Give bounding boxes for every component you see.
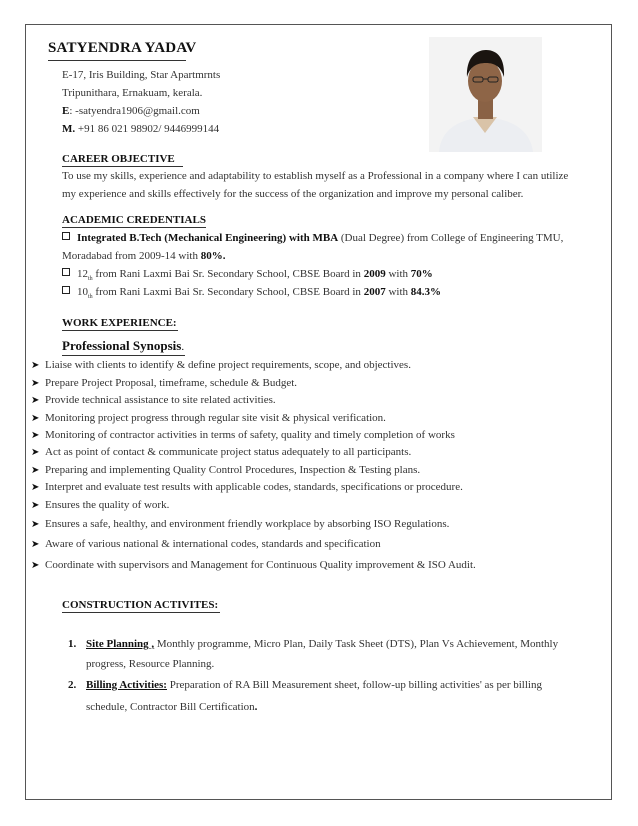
billing-line-2-end: . — [254, 701, 258, 713]
synopsis-bullet — [31, 499, 169, 511]
arrow-bullet-icon: ➤ — [31, 482, 40, 493]
10th-number: 10 — [77, 286, 88, 298]
synopsis-bullet-text: Preparing and implementing Quality Control Procedures, Inspection & Testing plans. — [45, 464, 421, 476]
professional-synopsis-title: Professional Synopsis — [62, 338, 182, 353]
email-value: : -satyendra1906@gmail.com — [69, 105, 200, 117]
10th-percentage: 84.3% — [410, 286, 441, 298]
12th-suffix: th — [88, 276, 93, 283]
email-label: E — [62, 105, 70, 117]
arrow-bullet-icon: ➤ — [31, 447, 40, 458]
synopsis-bullet — [31, 359, 411, 371]
billing-line-2-text: schedule, Contractor Bill Certification — [86, 701, 255, 713]
12th-year: 2009 — [363, 268, 386, 280]
site-planning-line-2: progress, Resource Planning. — [86, 658, 215, 670]
billing-line-2 — [86, 701, 257, 713]
12th-number: 12 — [77, 268, 88, 280]
synopsis-bullet-text: Ensures the quality of work. — [45, 499, 170, 511]
mobile-line — [62, 123, 219, 135]
12th-school: from Rani Laxmi Bai Sr. Secondary School, CBSE Board in — [92, 268, 364, 280]
arrow-bullet-icon: ➤ — [31, 413, 40, 424]
billing-number: 2. — [68, 679, 77, 691]
construction-item-billing — [68, 679, 542, 691]
construction-activities-heading: CONSTRUCTION ACTIVITES: — [62, 599, 219, 611]
site-planning-title: Site Planning , — [86, 638, 155, 650]
mobile-label: M. — [62, 123, 76, 135]
10th-school: from Rani Laxmi Bai Sr. Secondary School, CBSE Board in — [92, 286, 364, 298]
synopsis-bullet — [31, 377, 297, 389]
synopsis-bullet — [31, 518, 449, 530]
profile-photo — [429, 37, 542, 152]
name-underline — [48, 60, 186, 61]
synopsis-bullet-text: Provide technical assistance to site related activities. — [45, 394, 276, 406]
btech-years: Moradabad from 2009-14 with — [62, 250, 201, 262]
btech-percentage: 80%. — [200, 250, 226, 262]
arrow-bullet-icon: ➤ — [31, 539, 40, 550]
billing-title: Billing Activities: — [86, 679, 167, 691]
synopsis-bullet-text: Monitoring of contractor activities in terms of safety, quality and timely completion of works — [45, 429, 455, 441]
synopsis-bullet-text: Aware of various national & international codes, standards and specification — [45, 538, 381, 550]
synopsis-bullet — [31, 559, 476, 571]
synopsis-bullet-text: Ensures a safe, healthy, and environment friendly workplace by absorbing ISO Regulations. — [45, 518, 450, 530]
career-objective-heading: CAREER OBJECTIVE — [62, 153, 175, 165]
12th-with: with — [385, 268, 411, 280]
arrow-bullet-icon: ➤ — [31, 560, 40, 571]
synopsis-bullet-text: Act as point of contact & communicate project status adequately to all participants. — [45, 446, 412, 458]
profile-photo-image — [429, 37, 542, 152]
billing-text: Preparation of RA Bill Measurement sheet, follow-up billing activities' as per billing — [166, 679, 542, 691]
academic-item-12th — [62, 268, 433, 282]
arrow-bullet-icon: ➤ — [31, 378, 40, 389]
work-experience-underline — [62, 330, 178, 331]
resume-page — [25, 24, 612, 800]
professional-synopsis-underline — [62, 355, 185, 356]
synopsis-bullet-text: Coordinate with supervisors and Management for Continuous Quality improvement & ISO Audit. — [45, 559, 476, 571]
academic-credentials-underline — [62, 227, 206, 228]
professional-synopsis-heading — [62, 338, 184, 354]
career-objective-line-2: my experience and skills effectively for the success of the organization and improve my personal caliber. — [62, 188, 524, 200]
email-line — [62, 105, 200, 117]
career-objective-line-1: To use my skills, experience and adaptability to establish myself as a Professional in a company where I can utilize — [62, 170, 569, 182]
10th-suffix: th — [88, 294, 93, 301]
construction-activities-underline — [62, 612, 220, 613]
construction-item-site-planning — [68, 638, 558, 650]
btech-college: (Dual Degree) from College of Engineering TMU, — [338, 232, 564, 244]
synopsis-bullet-text: Monitoring project progress through regular site visit & physical verification. — [45, 412, 386, 424]
address-line-2: Tripunithara, Ernakuam, kerala. — [62, 87, 203, 99]
academic-item-btech-line-2 — [62, 250, 225, 262]
arrow-bullet-icon: ➤ — [31, 465, 40, 476]
checkbox-bullet-icon — [62, 268, 70, 276]
professional-synopsis-suffix: . — [181, 341, 185, 353]
12th-percentage: 70% — [410, 268, 433, 280]
synopsis-bullet — [31, 446, 411, 458]
synopsis-bullet — [31, 481, 463, 493]
synopsis-bullet — [31, 429, 455, 441]
btech-degree: Integrated B.Tech (Mechanical Engineering) with MBA — [77, 232, 339, 244]
arrow-bullet-icon: ➤ — [31, 500, 40, 511]
synopsis-bullet — [31, 538, 381, 550]
career-objective-underline — [62, 166, 183, 167]
10th-with: with — [385, 286, 411, 298]
site-planning-number: 1. — [68, 638, 77, 650]
academic-credentials-heading: ACADEMIC CREDENTIALS — [62, 214, 206, 226]
arrow-bullet-icon: ➤ — [31, 519, 40, 530]
synopsis-bullet — [31, 412, 386, 424]
synopsis-bullet-text: Prepare Project Proposal, timeframe, schedule & Budget. — [45, 377, 298, 389]
arrow-bullet-icon: ➤ — [31, 395, 40, 406]
candidate-name: SATYENDRA YADAV — [48, 40, 197, 56]
arrow-bullet-icon: ➤ — [31, 430, 40, 441]
synopsis-bullet-text: Liaise with clients to identify & define project requirements, scope, and objectives. — [45, 359, 411, 371]
10th-year: 2007 — [363, 286, 386, 298]
site-planning-text: Monthly programme, Micro Plan, Daily Task Sheet (DTS), Plan Vs Achievement, Monthly — [154, 638, 559, 650]
synopsis-bullet — [31, 464, 420, 476]
synopsis-bullet — [31, 394, 276, 406]
address-line-1: E-17, Iris Building, Star Apartmrnts — [62, 69, 221, 81]
academic-item-10th — [62, 286, 441, 300]
work-experience-heading: WORK EXPERIENCE: — [62, 317, 177, 329]
checkbox-bullet-icon — [62, 232, 70, 240]
mobile-value: +91 86 021 98902/ 9446999144 — [77, 123, 220, 135]
academic-item-btech — [62, 232, 563, 244]
arrow-bullet-icon: ➤ — [31, 360, 40, 371]
synopsis-bullet-text: Interpret and evaluate test results with applicable codes, standards, specifications or procedure. — [45, 481, 463, 493]
checkbox-bullet-icon — [62, 286, 70, 294]
